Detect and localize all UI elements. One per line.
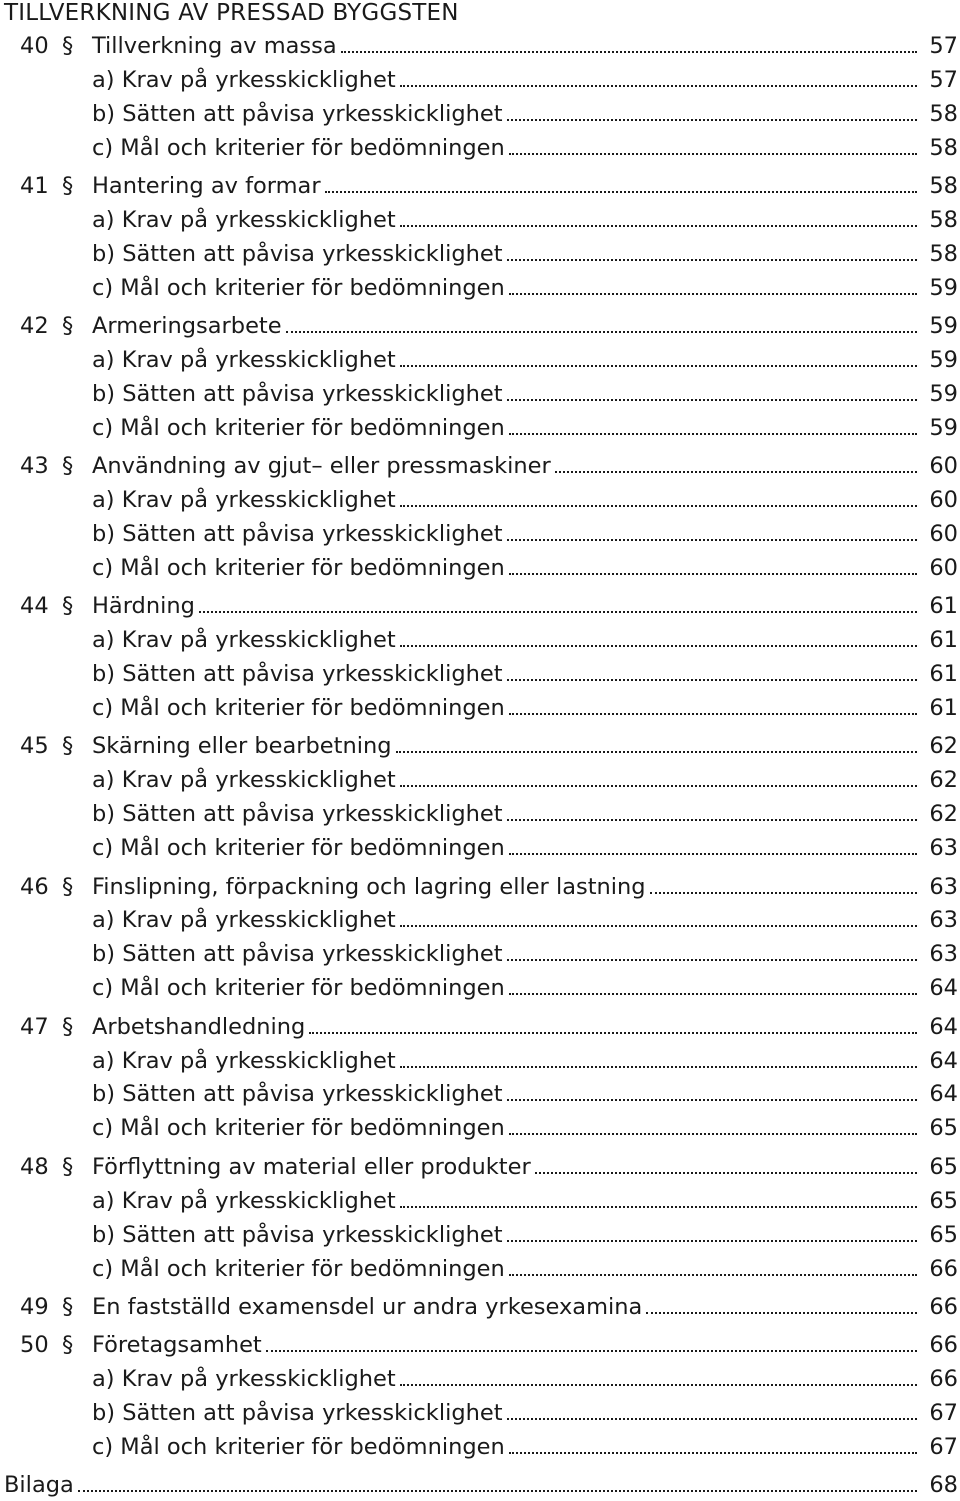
toc-section-entry[interactable] [20, 729, 958, 762]
dot-leader [507, 271, 920, 304]
toc-subentry[interactable] [92, 203, 958, 236]
entry-title: c) Mål och kriterier för bedömningen [92, 974, 505, 1001]
section-number: 40 [20, 32, 49, 59]
page-number: 57 [929, 32, 958, 59]
entry-title: c) Mål och kriterier för bedömningen [92, 274, 505, 301]
dot-leader [505, 377, 920, 410]
entry-title: a) Krav på yrkesskicklighet [92, 906, 396, 933]
entry-title: b) Sätten att påvisa yrkesskicklighet [92, 1221, 503, 1248]
dot-leader [507, 411, 920, 444]
page-number: 64 [929, 1047, 958, 1074]
page-number: 59 [929, 346, 958, 373]
dot-leader [505, 797, 920, 830]
section-number: 44 [20, 592, 49, 619]
page-number: 66 [929, 1331, 958, 1358]
entry-title: c) Mål och kriterier för bedömningen [92, 834, 505, 861]
entry-title: b) Sätten att påvisa yrkesskicklighet [92, 240, 503, 267]
section-number: 45 [20, 732, 49, 759]
page-number: 67 [929, 1399, 958, 1426]
toc-subentry[interactable] [92, 657, 958, 690]
dot-leader [398, 203, 920, 236]
toc-subentry[interactable] [92, 1044, 958, 1077]
toc-subentry[interactable] [92, 971, 958, 1004]
dot-leader [505, 657, 920, 690]
page-number: 58 [929, 240, 958, 267]
toc-subentry[interactable] [92, 1396, 958, 1429]
dot-leader [307, 1010, 920, 1043]
page-number: 64 [929, 1013, 958, 1040]
entry-title: b) Sätten att påvisa yrkesskicklighet [92, 940, 503, 967]
entry-title: c) Mål och kriterier för bedömningen [92, 554, 505, 581]
dot-leader [648, 870, 920, 903]
page-number: 66 [929, 1255, 958, 1282]
entry-title: b) Sätten att påvisa yrkesskicklighet [92, 520, 503, 547]
entry-title: b) Sätten att påvisa yrkesskicklighet [92, 1080, 503, 1107]
section-number: 47 [20, 1013, 49, 1040]
page-number: 58 [929, 206, 958, 233]
toc-subentry[interactable] [92, 483, 958, 516]
entry-title: Användning av gjut– eller pressmaskiner [92, 452, 551, 479]
dot-leader [505, 97, 920, 130]
dot-leader [394, 729, 920, 762]
page-number: 58 [929, 100, 958, 127]
section-symbol: § [62, 452, 74, 479]
entry-title: a) Krav på yrkesskicklighet [92, 1365, 396, 1392]
entry-title: c) Mål och kriterier för bedömningen [92, 414, 505, 441]
section-number: 43 [20, 452, 49, 479]
entry-title: Hantering av formar [92, 172, 321, 199]
page-number: 62 [929, 800, 958, 827]
dot-leader [505, 1218, 920, 1251]
toc-subentry[interactable] [92, 1184, 958, 1217]
dot-leader [553, 449, 920, 482]
section-symbol: § [62, 32, 74, 59]
entry-title: Bilaga [4, 1471, 74, 1498]
page-number: 65 [929, 1153, 958, 1180]
toc-subentry[interactable] [92, 623, 958, 656]
dot-leader [339, 29, 920, 62]
entry-title: a) Krav på yrkesskicklighet [92, 1047, 396, 1074]
entry-title: c) Mål och kriterier för bedömningen [92, 1433, 505, 1460]
dot-leader [398, 483, 920, 516]
toc-subentry[interactable] [92, 903, 958, 936]
toc-subentry[interactable] [92, 763, 958, 796]
page-number: 57 [929, 66, 958, 93]
entry-title: En fastställd examensdel ur andra yrkesexamina [92, 1293, 643, 1320]
page-number: 63 [929, 906, 958, 933]
page-number: 65 [929, 1187, 958, 1214]
section-symbol: § [62, 732, 74, 759]
toc-subentry[interactable] [92, 237, 958, 270]
toc-section-entry[interactable] [20, 589, 958, 622]
section-symbol: § [62, 172, 74, 199]
page-number: 58 [929, 172, 958, 199]
dot-leader [323, 169, 920, 202]
toc-section-entry[interactable] [20, 1150, 958, 1183]
dot-leader [284, 309, 920, 342]
page-number: 64 [929, 1080, 958, 1107]
entry-title: a) Krav på yrkesskicklighet [92, 66, 396, 93]
dot-leader [398, 1044, 920, 1077]
section-symbol: § [62, 312, 74, 339]
entry-title: Finslipning, förpackning och lagring eller lastning [92, 873, 646, 900]
entry-title: a) Krav på yrkesskicklighet [92, 486, 396, 513]
entry-title: a) Krav på yrkesskicklighet [92, 1187, 396, 1214]
toc-section-entry[interactable] [20, 29, 958, 62]
dot-leader [398, 1362, 920, 1395]
toc-subentry[interactable] [92, 1252, 958, 1285]
entry-title: b) Sätten att påvisa yrkesskicklighet [92, 1399, 503, 1426]
dot-leader [398, 763, 920, 796]
page-number: 65 [929, 1114, 958, 1141]
toc-section-entry[interactable] [20, 1010, 958, 1043]
entry-title: b) Sätten att påvisa yrkesskicklighet [92, 100, 503, 127]
page-number: 59 [929, 274, 958, 301]
section-number: 48 [20, 1153, 49, 1180]
section-number: 50 [20, 1331, 49, 1358]
page-number: 61 [929, 626, 958, 653]
toc-subentry[interactable] [92, 1362, 958, 1395]
dot-leader [76, 1468, 920, 1501]
entry-title: c) Mål och kriterier för bedömningen [92, 134, 505, 161]
page-number: 65 [929, 1221, 958, 1248]
page-number: 60 [929, 520, 958, 547]
page-number: 63 [929, 940, 958, 967]
dot-leader [507, 1430, 920, 1463]
toc-subentry[interactable] [92, 797, 958, 830]
entry-title: Företagsamhet [92, 1331, 262, 1358]
dot-leader [264, 1328, 920, 1361]
entry-title: Förflyttning av material eller produkter [92, 1153, 531, 1180]
entry-title: c) Mål och kriterier för bedömningen [92, 1114, 505, 1141]
page-number: 60 [929, 554, 958, 581]
entry-title: Arbetshandledning [92, 1013, 306, 1040]
toc-section-entry[interactable] [20, 870, 958, 903]
entry-title: Tillverkning av massa [92, 32, 337, 59]
entry-title: b) Sätten att påvisa yrkesskicklighet [92, 800, 503, 827]
entry-title: c) Mål och kriterier för bedömningen [92, 1255, 505, 1282]
entry-title: Armeringsarbete [92, 312, 282, 339]
toc-section-entry[interactable] [20, 1328, 958, 1361]
section-symbol: § [62, 1293, 74, 1320]
page-number: 64 [929, 974, 958, 1001]
entry-title: b) Sätten att påvisa yrkesskicklighet [92, 660, 503, 687]
entry-title: a) Krav på yrkesskicklighet [92, 766, 396, 793]
toc-subentry[interactable] [92, 551, 958, 584]
toc-subentry[interactable] [92, 517, 958, 550]
entry-title: b) Sätten att påvisa yrkesskicklighet [92, 380, 503, 407]
dot-leader [197, 589, 920, 622]
section-symbol: § [62, 873, 74, 900]
page-number: 59 [929, 380, 958, 407]
section-symbol: § [62, 1013, 74, 1040]
page-number: 62 [929, 732, 958, 759]
toc-subentry[interactable] [92, 1430, 958, 1463]
toc-subentry[interactable] [92, 343, 958, 376]
dot-leader [505, 937, 920, 970]
dot-leader [398, 903, 920, 936]
toc-subentry[interactable] [92, 1111, 958, 1144]
entry-title: a) Krav på yrkesskicklighet [92, 626, 396, 653]
section-number: 42 [20, 312, 49, 339]
entry-title: a) Krav på yrkesskicklighet [92, 346, 396, 373]
toc-section-entry[interactable] [20, 169, 958, 202]
toc-subentry[interactable] [92, 377, 958, 410]
page-number: 63 [929, 873, 958, 900]
dot-leader [398, 1184, 920, 1217]
page-number: 61 [929, 660, 958, 687]
toc-subentry[interactable] [92, 97, 958, 130]
section-number: 41 [20, 172, 49, 199]
toc-subentry[interactable] [92, 831, 958, 864]
entry-title: Härdning [92, 592, 195, 619]
dot-leader [507, 131, 920, 164]
dot-leader [533, 1150, 920, 1183]
dot-leader [398, 63, 920, 96]
section-number: 46 [20, 873, 49, 900]
toc-appendix-entry[interactable] [4, 1468, 958, 1501]
toc-section-entry[interactable] [20, 1290, 958, 1323]
document-title: TILLVERKNING AV PRESSAD BYGGSTEN [4, 0, 459, 26]
page-number: 68 [929, 1471, 958, 1498]
toc-subentry[interactable] [92, 691, 958, 724]
page-number: 67 [929, 1433, 958, 1460]
toc-subentry[interactable] [92, 937, 958, 970]
dot-leader [505, 517, 920, 550]
entry-title: a) Krav på yrkesskicklighet [92, 206, 396, 233]
toc-subentry[interactable] [92, 1218, 958, 1251]
toc-subentry[interactable] [92, 1077, 958, 1110]
toc-subentry[interactable] [92, 131, 958, 164]
toc-section-entry[interactable] [20, 309, 958, 342]
toc-subentry[interactable] [92, 271, 958, 304]
page-number: 61 [929, 592, 958, 619]
dot-leader [507, 971, 920, 1004]
dot-leader [398, 623, 920, 656]
dot-leader [507, 551, 920, 584]
dot-leader [507, 691, 920, 724]
section-number: 49 [20, 1293, 49, 1320]
page-number: 59 [929, 414, 958, 441]
page-number: 66 [929, 1293, 958, 1320]
toc-subentry[interactable] [92, 411, 958, 444]
page-number: 60 [929, 486, 958, 513]
dot-leader [644, 1290, 920, 1323]
page-number: 58 [929, 134, 958, 161]
dot-leader [505, 1396, 920, 1429]
page-number: 61 [929, 694, 958, 721]
section-symbol: § [62, 1153, 74, 1180]
page-number: 60 [929, 452, 958, 479]
dot-leader [507, 1252, 920, 1285]
page-number: 66 [929, 1365, 958, 1392]
dot-leader [505, 1077, 920, 1110]
dot-leader [507, 831, 920, 864]
entry-title: c) Mål och kriterier för bedömningen [92, 694, 505, 721]
dot-leader [507, 1111, 920, 1144]
page-number: 63 [929, 834, 958, 861]
toc-subentry[interactable] [92, 63, 958, 96]
section-symbol: § [62, 592, 74, 619]
dot-leader [398, 343, 920, 376]
toc-section-entry[interactable] [20, 449, 958, 482]
page-number: 59 [929, 312, 958, 339]
dot-leader [505, 237, 920, 270]
section-symbol: § [62, 1331, 74, 1358]
entry-title: Skärning eller bearbetning [92, 732, 392, 759]
page-number: 62 [929, 766, 958, 793]
